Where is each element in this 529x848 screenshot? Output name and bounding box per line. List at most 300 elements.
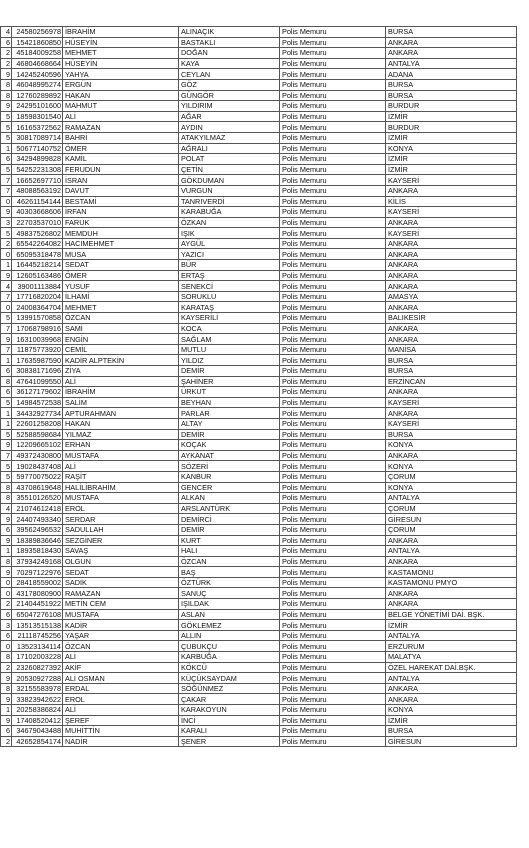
row-index-cell: 2 [1,662,12,673]
row-index-cell: 7 [1,323,12,334]
row-index-cell: 6 [1,524,12,535]
first-name-cell: AKİF [63,662,179,673]
last-name-cell: BEYHAN [179,397,280,408]
location-cell: KAYSERİ [386,175,517,186]
last-name-cell: DEMİR [179,524,280,535]
table-row [1,450,517,461]
last-name-cell: ÇETİN [179,164,280,175]
row-index-cell: 5 [1,461,12,472]
location-cell: BURSA [386,429,517,440]
title-cell: Polis Memuru [280,609,386,620]
row-index-cell: 5 [1,471,12,482]
id-number-cell: 17102003228 [12,652,63,663]
row-index-cell: 5 [1,313,12,324]
id-number-cell: 34294899828 [12,154,63,165]
table-row [1,302,517,313]
first-name-cell: KADİR ALPTEKİN [63,355,179,366]
location-cell: İZMİR [386,154,517,165]
row-index-cell: 9 [1,207,12,218]
title-cell: Polis Memuru [280,79,386,90]
first-name-cell: HALİLİBRAHİM [63,482,179,493]
table-row [1,662,517,673]
last-name-cell: ATAKYILMAZ [179,132,280,143]
last-name-cell: GENCER [179,482,280,493]
first-name-cell: İBRAHİM [63,27,179,38]
title-cell: Polis Memuru [280,493,386,504]
title-cell: Polis Memuru [280,69,386,80]
row-index-cell: 7 [1,291,12,302]
title-cell: Polis Memuru [280,524,386,535]
id-number-cell: 18389836646 [12,535,63,546]
last-name-cell: KAYA [179,58,280,69]
row-index-cell: 5 [1,228,12,239]
id-number-cell: 49837526802 [12,228,63,239]
id-number-cell: 46261154144 [12,196,63,207]
table-row [1,323,517,334]
title-cell: Polis Memuru [280,281,386,292]
last-name-cell: DEMİR [179,366,280,377]
location-cell: ANTALYA [386,546,517,557]
id-number-cell: 22601258208 [12,418,63,429]
first-name-cell: MEHMET [63,48,179,59]
table-row [1,37,517,48]
last-name-cell: ÇAKAR [179,694,280,705]
first-name-cell: YILMAZ [63,429,179,440]
location-cell: ANTALYA [386,58,517,69]
row-index-cell: 8 [1,652,12,663]
row-index-cell: 6 [1,154,12,165]
table-row [1,196,517,207]
row-index-cell: 9 [1,514,12,525]
location-cell: KAYSERİ [386,418,517,429]
id-number-cell: 45184009258 [12,48,63,59]
last-name-cell: BAŞ [179,567,280,578]
id-number-cell: 17635987590 [12,355,63,366]
location-cell: ANKARA [386,249,517,260]
table-row [1,556,517,567]
title-cell: Polis Memuru [280,185,386,196]
id-number-cell: 12760289892 [12,90,63,101]
id-number-cell: 65047276108 [12,609,63,620]
location-cell: BURSA [386,79,517,90]
first-name-cell: MEMDUH [63,228,179,239]
last-name-cell: KANBUR [179,471,280,482]
row-index-cell: 2 [1,599,12,610]
last-name-cell: KARAKOYUN [179,705,280,716]
row-index-cell: 5 [1,111,12,122]
last-name-cell: YILDIRIM [179,101,280,112]
id-number-cell: 47641099550 [12,376,63,387]
location-cell: ANKARA [386,217,517,228]
first-name-cell: MEHMET [63,302,179,313]
first-name-cell: MUSA [63,249,179,260]
id-number-cell: 65095318478 [12,249,63,260]
location-cell: ANKARA [386,334,517,345]
first-name-cell: HACIMEHMET [63,238,179,249]
id-number-cell: 49372430800 [12,450,63,461]
first-name-cell: İRFAN [63,207,179,218]
row-index-cell: 6 [1,726,12,737]
first-name-cell: ALİ [63,705,179,716]
location-cell: BALIKESİR [386,313,517,324]
last-name-cell: CEYLAN [179,69,280,80]
last-name-cell: AYKANAT [179,450,280,461]
table-row [1,69,517,80]
row-index-cell: 8 [1,376,12,387]
first-name-cell: HAKAN [63,90,179,101]
id-number-cell: 13523134114 [12,641,63,652]
table-row [1,228,517,239]
last-name-cell: GÖKDUMAN [179,175,280,186]
title-cell: Polis Memuru [280,450,386,461]
first-name-cell: FERUDUN [63,164,179,175]
id-number-cell: 22703537010 [12,217,63,228]
first-name-cell: YUSUF [63,281,179,292]
first-name-cell: OLGUN [63,556,179,567]
location-cell: ERZİNCAN [386,376,517,387]
table-row [1,599,517,610]
title-cell: Polis Memuru [280,249,386,260]
id-number-cell: 39001113884 [12,281,63,292]
title-cell: Polis Memuru [280,546,386,557]
id-number-cell: 30817089714 [12,132,63,143]
id-number-cell: 33823942622 [12,694,63,705]
title-cell: Polis Memuru [280,556,386,567]
first-name-cell: SEZGİNER [63,535,179,546]
location-cell: ÇORUM [386,471,517,482]
title-cell: Polis Memuru [280,397,386,408]
title-cell: Polis Memuru [280,376,386,387]
location-cell: ANKARA [386,260,517,271]
last-name-cell: MUTLU [179,344,280,355]
title-cell: Polis Memuru [280,683,386,694]
row-index-cell: 9 [1,334,12,345]
row-index-cell: 5 [1,164,12,175]
title-cell: Polis Memuru [280,164,386,175]
id-number-cell: 40303668606 [12,207,63,218]
table-row [1,715,517,726]
table-row [1,376,517,387]
location-cell: BURSA [386,355,517,366]
first-name-cell: ERGÜN [63,79,179,90]
id-number-cell: 70297122976 [12,567,63,578]
personnel-table [0,26,517,747]
table-row [1,461,517,472]
table-row [1,694,517,705]
id-number-cell: 52588598684 [12,429,63,440]
row-index-cell: 9 [1,69,12,80]
id-number-cell: 23260827392 [12,662,63,673]
last-name-cell: ÖZTÜRK [179,577,280,588]
last-name-cell: ALINAÇIK [179,27,280,38]
table-row [1,514,517,525]
first-name-cell: MAHMUT [63,101,179,112]
title-cell: Polis Memuru [280,154,386,165]
last-name-cell: BÜR [179,260,280,271]
last-name-cell: HALI [179,546,280,557]
location-cell: MALATYA [386,652,517,663]
title-cell: Polis Memuru [280,238,386,249]
row-index-cell: 9 [1,535,12,546]
location-cell: ANKARA [386,683,517,694]
table-row [1,164,517,175]
last-name-cell: ALTAY [179,418,280,429]
title-cell: Polis Memuru [280,132,386,143]
table-row [1,408,517,419]
id-number-cell: 16165372562 [12,122,63,133]
location-cell: BELGE YÖNETİMİ DAİ. BŞK. [386,609,517,620]
title-cell: Polis Memuru [280,196,386,207]
id-number-cell: 19028437408 [12,461,63,472]
location-cell: KONYA [386,482,517,493]
title-cell: Polis Memuru [280,641,386,652]
title-cell: Polis Memuru [280,228,386,239]
id-number-cell: 12605163486 [12,270,63,281]
first-name-cell: ALİ [63,376,179,387]
id-number-cell: 21074612418 [12,503,63,514]
id-number-cell: 24407493340 [12,514,63,525]
location-cell: ÇORUM [386,503,517,514]
table-row [1,79,517,90]
last-name-cell: ALLIN [179,630,280,641]
id-number-cell: 16310039968 [12,334,63,345]
location-cell: ANKARA [386,270,517,281]
table-row [1,291,517,302]
last-name-cell: ŞAHİNER [179,376,280,387]
row-index-cell: 5 [1,429,12,440]
first-name-cell: ÖZCAN [63,641,179,652]
last-name-cell: POLAT [179,154,280,165]
id-number-cell: 46804668664 [12,58,63,69]
location-cell: BURSA [386,726,517,737]
id-number-cell: 50677140752 [12,143,63,154]
first-name-cell: HÜSEYİN [63,37,179,48]
location-cell: ANKARA [386,408,517,419]
row-index-cell: 9 [1,440,12,451]
row-index-cell: 7 [1,175,12,186]
title-cell: Polis Memuru [280,143,386,154]
first-name-cell: ŞEREF [63,715,179,726]
location-cell: KASTAMONU [386,567,517,578]
title-cell: Polis Memuru [280,535,386,546]
location-cell: ANTALYA [386,673,517,684]
id-number-cell: 24580256978 [12,27,63,38]
table-row [1,546,517,557]
table-row [1,334,517,345]
first-name-cell: RAMAZAN [63,588,179,599]
last-name-cell: ÇUBUKÇU [179,641,280,652]
id-number-cell: 43708619648 [12,482,63,493]
table-row [1,673,517,684]
table-row [1,736,517,747]
title-cell: Polis Memuru [280,270,386,281]
location-cell: GİRESUN [386,514,517,525]
first-name-cell: MUSTAFA [63,493,179,504]
first-name-cell: HÜSEYİN [63,58,179,69]
row-index-cell: 9 [1,101,12,112]
table-row [1,175,517,186]
title-cell: Polis Memuru [280,503,386,514]
id-number-cell: 30838171696 [12,366,63,377]
last-name-cell: ŞENER [179,736,280,747]
location-cell: GİRESUN [386,736,517,747]
table-row [1,270,517,281]
row-index-cell: 4 [1,281,12,292]
title-cell: Polis Memuru [280,217,386,228]
last-name-cell: SÖZERİ [179,461,280,472]
first-name-cell: ALİ [63,461,179,472]
table-row [1,101,517,112]
row-index-cell: 5 [1,132,12,143]
title-cell: Polis Memuru [280,313,386,324]
first-name-cell: İBRAHİM [63,387,179,398]
last-name-cell: KURT [179,535,280,546]
first-name-cell: SADULLAH [63,524,179,535]
last-name-cell: ASLAN [179,609,280,620]
location-cell: MANİSA [386,344,517,355]
row-index-cell: 1 [1,143,12,154]
location-cell: ADANA [386,69,517,80]
id-number-cell: 21404451922 [12,599,63,610]
id-number-cell: 32155583978 [12,683,63,694]
last-name-cell: SAĞLAM [179,334,280,345]
id-number-cell: 48088563192 [12,185,63,196]
table-row [1,366,517,377]
location-cell: İZMİR [386,132,517,143]
id-number-cell: 14984572538 [12,397,63,408]
row-index-cell: 5 [1,397,12,408]
id-number-cell: 36127179602 [12,387,63,398]
first-name-cell: ALİ [63,652,179,663]
first-name-cell: APTURAHMAN [63,408,179,419]
table-row [1,355,517,366]
row-index-cell: 1 [1,260,12,271]
title-cell: Polis Memuru [280,408,386,419]
title-cell: Polis Memuru [280,673,386,684]
id-number-cell: 54252231308 [12,164,63,175]
table-row [1,726,517,737]
location-cell: İZMİR [386,715,517,726]
id-number-cell: 42652854174 [12,736,63,747]
id-number-cell: 34432927734 [12,408,63,419]
first-name-cell: KADİR [63,620,179,631]
title-cell: Polis Memuru [280,101,386,112]
table-row [1,524,517,535]
table-row [1,207,517,218]
row-index-cell: 7 [1,450,12,461]
first-name-cell: MUSTAFA [63,450,179,461]
first-name-cell: İLHAMİ [63,291,179,302]
id-number-cell: 28418559002 [12,577,63,588]
location-cell: KAYSERİ [386,228,517,239]
first-name-cell: BESTAMİ [63,196,179,207]
title-cell: Polis Memuru [280,37,386,48]
last-name-cell: GÜNGÖR [179,90,280,101]
id-number-cell: 16445218214 [12,260,63,271]
location-cell: ANKARA [386,588,517,599]
last-name-cell: VURGUN [179,185,280,196]
location-cell: KONYA [386,461,517,472]
last-name-cell: IŞILDAK [179,599,280,610]
id-number-cell: 12209665102 [12,440,63,451]
location-cell: ANKARA [386,387,517,398]
last-name-cell: SORUKLU [179,291,280,302]
id-number-cell: 46048995274 [12,79,63,90]
location-cell: ANTALYA [386,493,517,504]
id-number-cell: 17716820204 [12,291,63,302]
last-name-cell: IŞIK [179,228,280,239]
row-index-cell: 9 [1,694,12,705]
row-index-cell: 5 [1,122,12,133]
title-cell: Polis Memuru [280,620,386,631]
first-name-cell: MUHİTTİN [63,726,179,737]
id-number-cell: 39562496532 [12,524,63,535]
id-number-cell: 65542264082 [12,238,63,249]
location-cell: ERZURUM [386,641,517,652]
row-index-cell: 2 [1,238,12,249]
last-name-cell: ERTAŞ [179,270,280,281]
row-index-cell: 6 [1,37,12,48]
table-row [1,630,517,641]
row-index-cell: 6 [1,609,12,620]
last-name-cell: KARATAŞ [179,302,280,313]
location-cell: ANKARA [386,37,517,48]
location-cell: ANKARA [386,556,517,567]
last-name-cell: YAZICI [179,249,280,260]
location-cell: BURSA [386,27,517,38]
first-name-cell: ÖMER [63,270,179,281]
first-name-cell: SADIK [63,577,179,588]
table-row [1,609,517,620]
location-cell: KONYA [386,705,517,716]
first-name-cell: KAMİL [63,154,179,165]
table-row [1,620,517,631]
title-cell: Polis Memuru [280,387,386,398]
location-cell: BURSA [386,366,517,377]
last-name-cell: KARBUĞA [179,652,280,663]
row-index-cell: 9 [1,270,12,281]
table-row [1,482,517,493]
id-number-cell: 15421860850 [12,37,63,48]
location-cell: ANTALYA [386,630,517,641]
table-row [1,154,517,165]
id-number-cell: 35510126520 [12,493,63,504]
title-cell: Polis Memuru [280,514,386,525]
row-index-cell: 9 [1,715,12,726]
row-index-cell: 1 [1,705,12,716]
location-cell: İZMİR [386,620,517,631]
title-cell: Polis Memuru [280,471,386,482]
table-row [1,90,517,101]
table-row [1,27,517,38]
first-name-cell: MUSTAFA [63,609,179,620]
first-name-cell: NADİR [63,736,179,747]
table-row [1,185,517,196]
first-name-cell: RAŞİT [63,471,179,482]
row-index-cell: 8 [1,556,12,567]
last-name-cell: İNCİ [179,715,280,726]
id-number-cell: 21118745256 [12,630,63,641]
table-row [1,281,517,292]
id-number-cell: 20530927288 [12,673,63,684]
personnel-table-body [1,27,517,747]
location-cell: ANKARA [386,599,517,610]
id-number-cell: 18598301540 [12,111,63,122]
title-cell: Polis Memuru [280,334,386,345]
location-cell: BURSA [386,90,517,101]
table-row [1,503,517,514]
last-name-cell: SÖĞÜNMEZ [179,683,280,694]
